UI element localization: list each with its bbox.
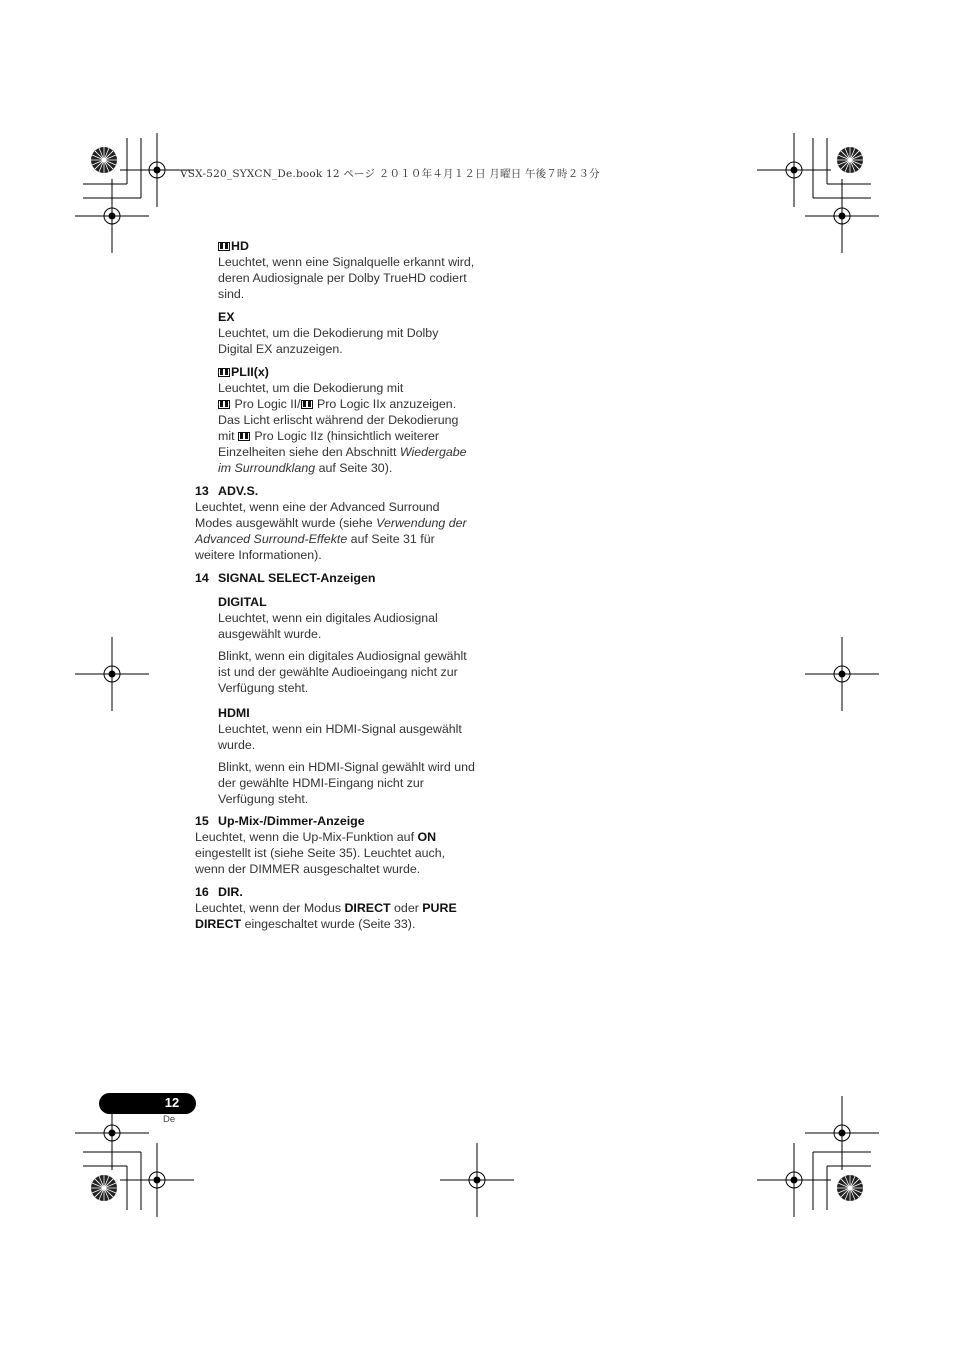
item-text: Leuchtet, wenn eine der Advanced Surround Modes ausgewählt wurde (siehe Verwendung der Advanced Surround-Effekte auf Seite 31 für weitere Informationen). [195,500,467,562]
hdmi-title: HDMI [218,706,250,720]
item-dir: 16 DIR. Leuchtet, wenn der Modus DIRECT oder PURE DIRECT eingeschaltet wurde (Seite 33). [195,884,475,932]
item-title: EX [218,310,235,324]
file-info-header: VSX-520_SYXCN_De.book 12 ページ ２０１０年４月１２日 月曜日 午後７時２３分 [180,168,600,180]
item-signal-select: 14 SIGNAL SELECT-Anzeigen DIGITAL Leuchtet, wenn ein digitales Audiosignal ausgewählt wurde. Blinkt, wenn ein digitales Audiosignal gewählt ist und der gewählte Audioeingang nicht zur Verfügung steht. HDMI Leuchtet, wenn ein HDMI-Signal ausgewählt wurde. Blinkt, wenn ein HDMI-Signal gewählt wird und der gewählte HDMI-Eingang nicht zur Verfügung steht. [195,571,475,806]
item-title: PLII(x) [231,365,269,379]
item-up-mix: 15 Up-Mix-/Dimmer-Anzeige Leuchtet, wenn die Up-Mix-Funktion auf ON eingestellt ist (siehe Seite 35). Leuchtet auch, wenn der DIMMER ausgeschaltet wurde. [195,813,475,877]
hdmi-text-2: Blinkt, wenn ein HDMI-Signal gewählt wird und der gewählte HDMI-Eingang nicht zur Verfügung steht. [218,760,475,806]
dolby-logo-icon [301,400,313,409]
dolby-logo-icon [238,432,250,441]
hdmi-text-1: Leuchtet, wenn ein HDMI-Signal ausgewählt wurde. [218,722,462,752]
item-title: ADV.S. [218,484,259,498]
item-text: Leuchtet, wenn eine Signalquelle erkannt wird, deren Audiosignale per Dolby TrueHD codiert sind. [218,255,475,301]
item-text: Leuchtet, um die Dekodierung mit Dolby Digital EX anzuzeigen. [218,326,439,356]
digital-title: DIGITAL [218,595,267,609]
item-title: HD [231,239,249,253]
item-text: Leuchtet, wenn der Modus DIRECT oder PURE DIRECT eingeschaltet wurde (Seite 33). [195,901,457,931]
item-title: Up-Mix-/Dimmer-Anzeige [218,814,365,828]
dolby-logo-icon [218,400,230,409]
item-title: DIR. [218,885,243,899]
dolby-logo-icon [218,368,230,377]
dolby-logo-icon [218,242,230,251]
digital-text-1: Leuchtet, wenn ein digitales Audiosignal ausgewählt wurde. [218,611,438,641]
item-adv-s: 13 ADV.S. Leuchtet, wenn eine der Advanced Surround Modes ausgewählt wurde (siehe Verwendung der Advanced Surround-Effekte auf Seite 31 für weitere Informationen). [195,483,475,563]
item-dolby-hd [218,238,475,302]
digital-text-2: Blinkt, wenn ein digitales Audiosignal gewählt ist und der gewählte Audioeingang nicht zur Verfügung steht. [218,649,467,695]
item-ex [218,309,475,357]
item-text: Leuchtet, wenn die Up-Mix-Funktion auf ON eingestellt ist (siehe Seite 35). Leuchtet auch, wenn der DIMMER ausgeschaltet wurde. [195,830,446,876]
page-language: De [163,1114,176,1125]
item-title: SIGNAL SELECT-Anzeigen [218,571,376,585]
item-pro-logic [218,364,475,476]
main-content [195,238,475,939]
item-text: Leuchtet, um die Dekodierung mit Pro Logic II/ Pro Logic IIx anzuzeigen. Das Licht erlischt während der Dekodierung mit Pro Logic IIz (hinsichtlich weiterer Einzelheiten siehe den Abschnitt Wiedergabe im Surroundklang auf Seite 30). [218,381,467,475]
page-number: 12 [164,1095,180,1110]
